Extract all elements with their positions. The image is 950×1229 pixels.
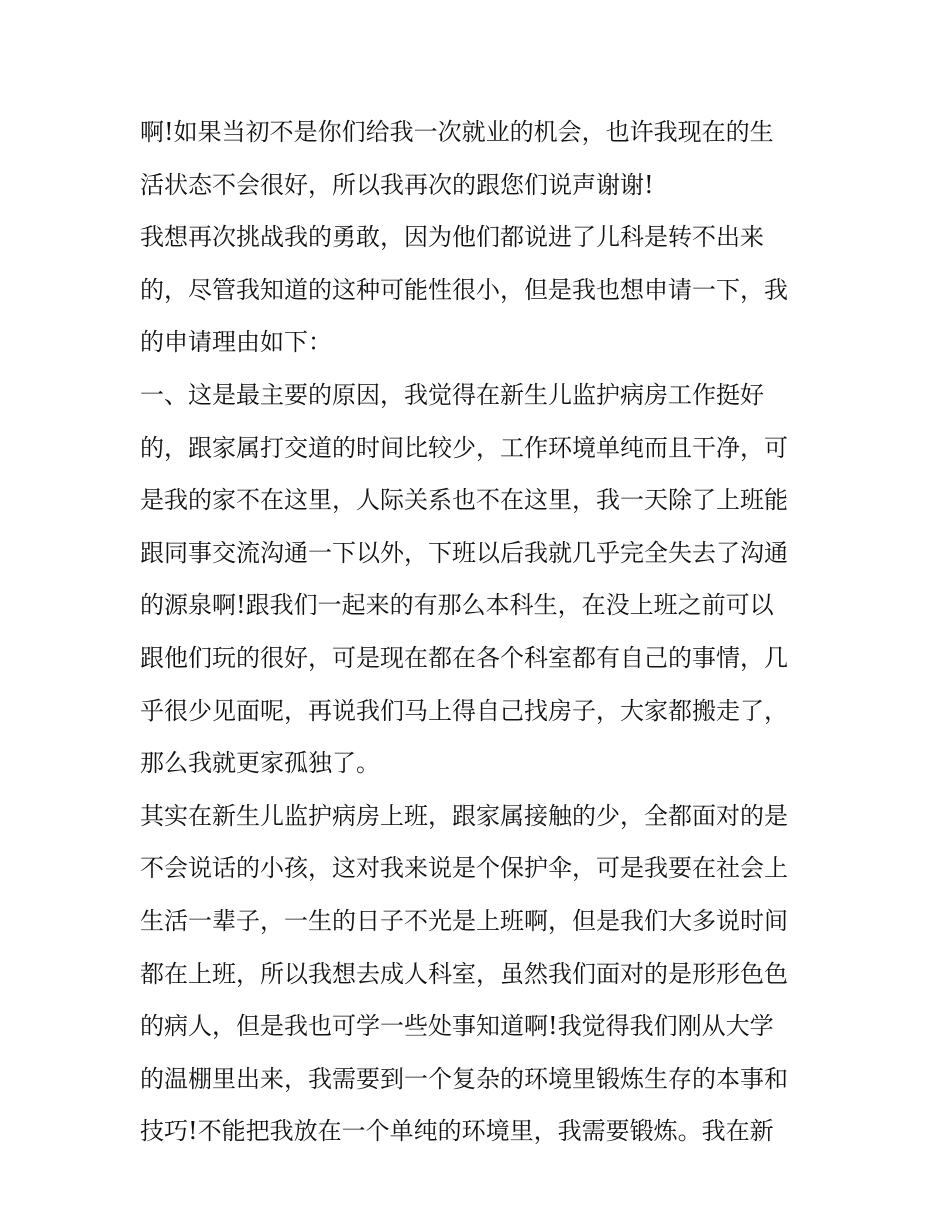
text-line: 跟他们玩的很好，可是现在都在各个科室都有自己的事情，几 xyxy=(140,643,788,672)
body-text xyxy=(140,106,830,1158)
text-line: 一、这是最主要的原因，我觉得在新生儿监护病房工作挺好 xyxy=(140,380,764,409)
text-line: 的，尽管我知道的这种可能性很小，但是我也想申请一下，我 xyxy=(140,275,788,304)
text-line: 的源泉啊!跟我们一起来的有那么本科生，在没上班之前可以 xyxy=(140,591,774,620)
text-line: 是我的家不在这里，人际关系也不在这里，我一天除了上班能 xyxy=(140,486,788,515)
text-line: 那么我就更家孤独了。 xyxy=(140,749,380,778)
text-line: 我想再次挑战我的勇敢，因为他们都说进了儿科是转不出来 xyxy=(140,223,764,252)
text-line: 活状态不会很好，所以我再次的跟您们说声谢谢! xyxy=(140,170,654,199)
text-line: 的病人，但是我也可学一些处事知道啊!我觉得我们刚从大学 xyxy=(140,1012,774,1041)
text-line: 的申请理由如下： xyxy=(140,328,332,357)
text-line: 乎很少见面呢，再说我们马上得自己找房子，大家都搬走了， xyxy=(140,696,788,725)
text-line: 跟同事交流沟通一下以外，下班以后我就几乎完全失去了沟通 xyxy=(140,538,788,567)
text-line: 的温棚里出来，我需要到一个复杂的环境里锻炼生存的本事和 xyxy=(140,1064,788,1093)
text-line: 技巧!不能把我放在一个单纯的环境里，我需要锻炼。我在新 xyxy=(140,1117,774,1146)
text-line: 啊!如果当初不是你们给我一次就业的机会，也许我现在的生 xyxy=(140,118,774,146)
text-line: 的，跟家属打交道的时间比较少，工作环境单纯而且干净，可 xyxy=(140,433,788,462)
text-line: 都在上班，所以我想去成人科室，虽然我们面对的是形形色色 xyxy=(140,959,788,988)
text-line: 其实在新生儿监护病房上班，跟家属接触的少，全都面对的是 xyxy=(140,801,788,830)
text-line: 生活一辈子，一生的日子不光是上班啊，但是我们大多说时间 xyxy=(140,906,788,935)
text-line: 不会说话的小孩，这对我来说是个保护伞，可是我要在社会上 xyxy=(140,854,788,883)
